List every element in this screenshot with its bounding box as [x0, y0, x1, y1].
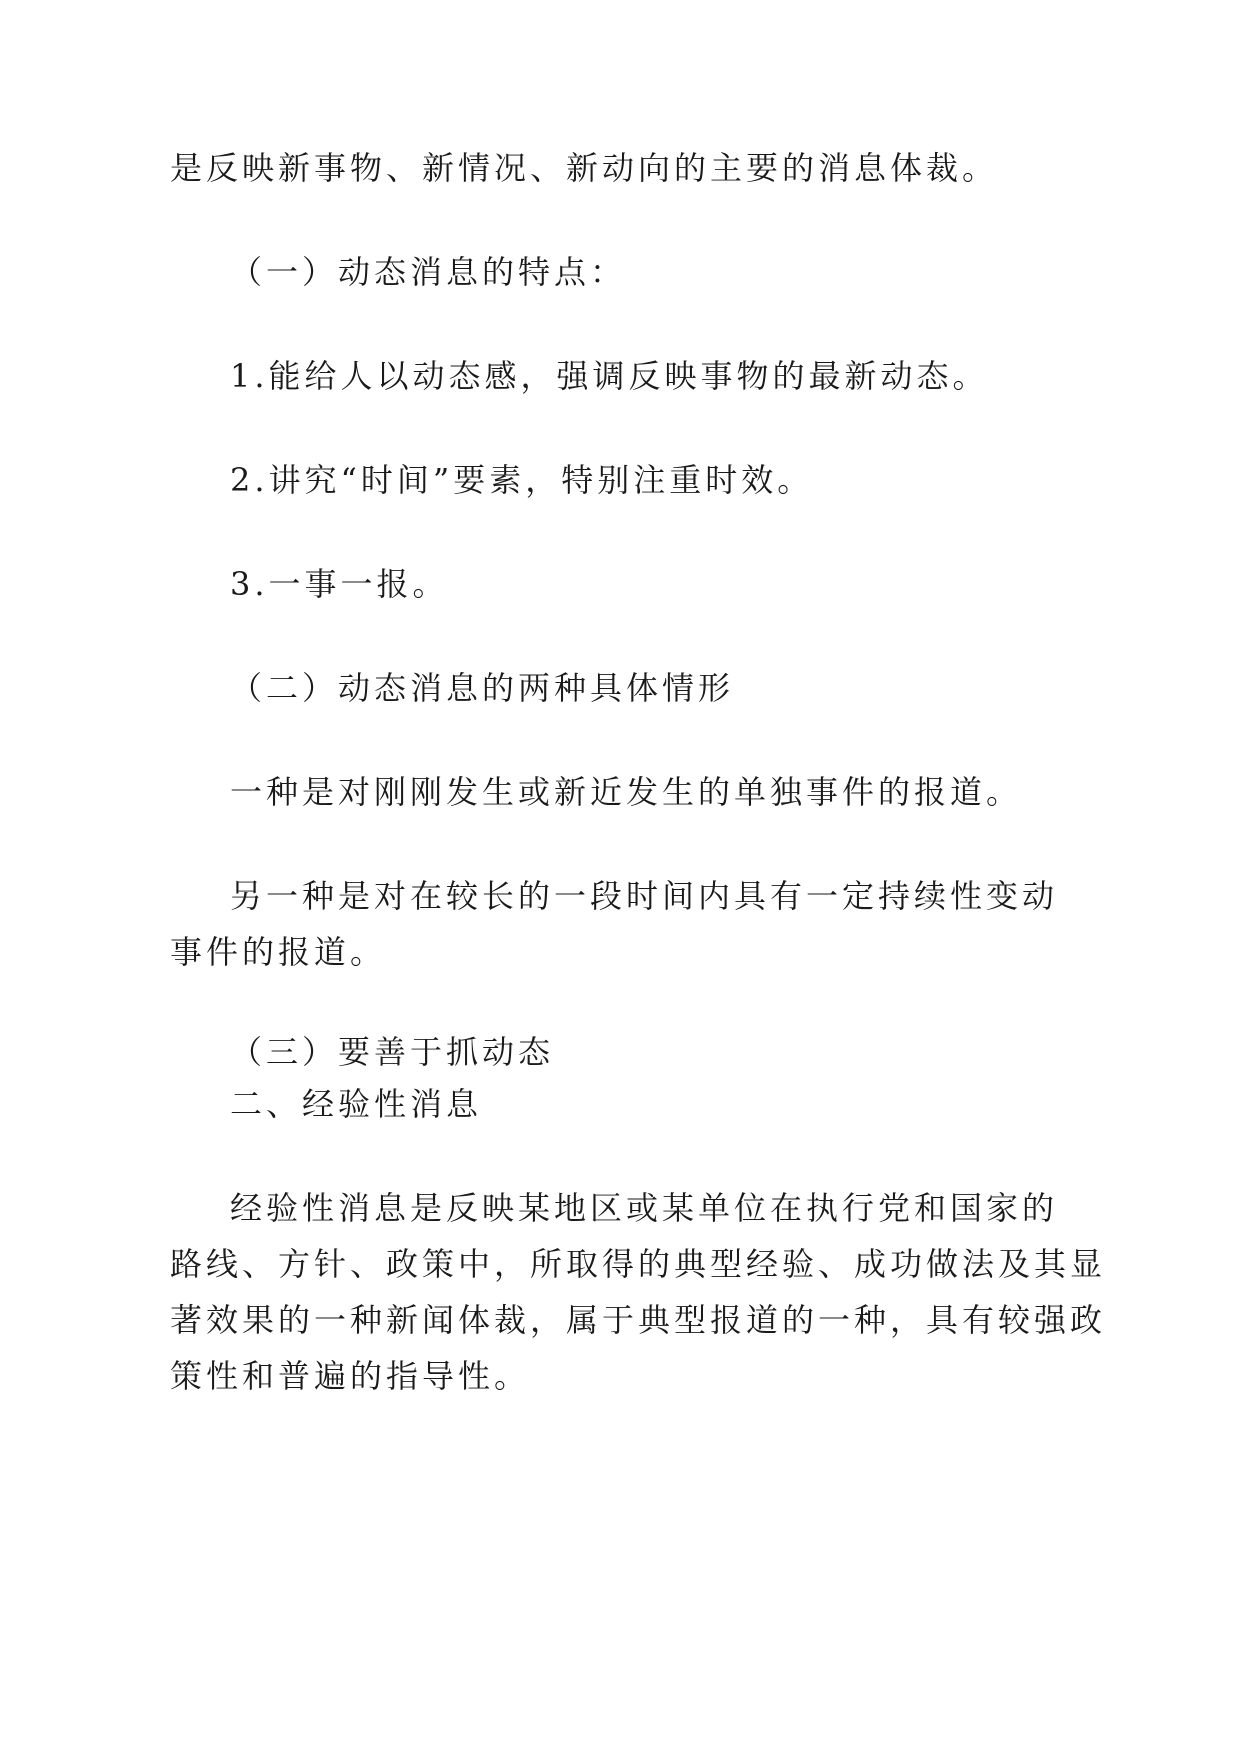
section-heading-3: （三）要善于抓动态 [230, 1033, 555, 1071]
paragraph-experience-news [170, 1180, 1106, 1404]
section-heading-1: （一）动态消息的特点： [230, 253, 627, 291]
list-item-1: 1.能给人以动态感，强调反映事物的最新动态。 [230, 357, 989, 395]
chapter-heading-2: 二、经验性消息 [230, 1085, 483, 1123]
paragraph-type-one: 一种是对刚刚发生或新近发生的单独事件的报道。 [230, 773, 1023, 811]
section-heading-2: （二）动态消息的两种具体情形 [230, 669, 735, 707]
paragraph-line: 经验性消息是反映某地区或某单位在执行党和国家的 [230, 1189, 1059, 1227]
list-item-3: 3.一事一报。 [230, 565, 449, 603]
paragraph-intro-continuation: 是反映新事物、新情况、新动向的主要的消息体裁。 [170, 149, 999, 187]
paragraph-line: 路线、方针、政策中，所取得的典型经验、成功做法及其显 [170, 1245, 1107, 1283]
paragraph-type-two [170, 868, 1058, 980]
paragraph-line: 事件的报道。 [170, 933, 387, 971]
paragraph-line: 另一种是对在较长的一段时间内具有一定持续性变动 [230, 877, 1059, 915]
paragraph-line: 策性和普遍的指导性。 [170, 1357, 531, 1395]
list-item-2: 2.讲究“时间”要素，特别注重时效。 [230, 461, 814, 499]
paragraph-line: 著效果的一种新闻体裁，属于典型报道的一种，具有较强政 [170, 1301, 1107, 1339]
